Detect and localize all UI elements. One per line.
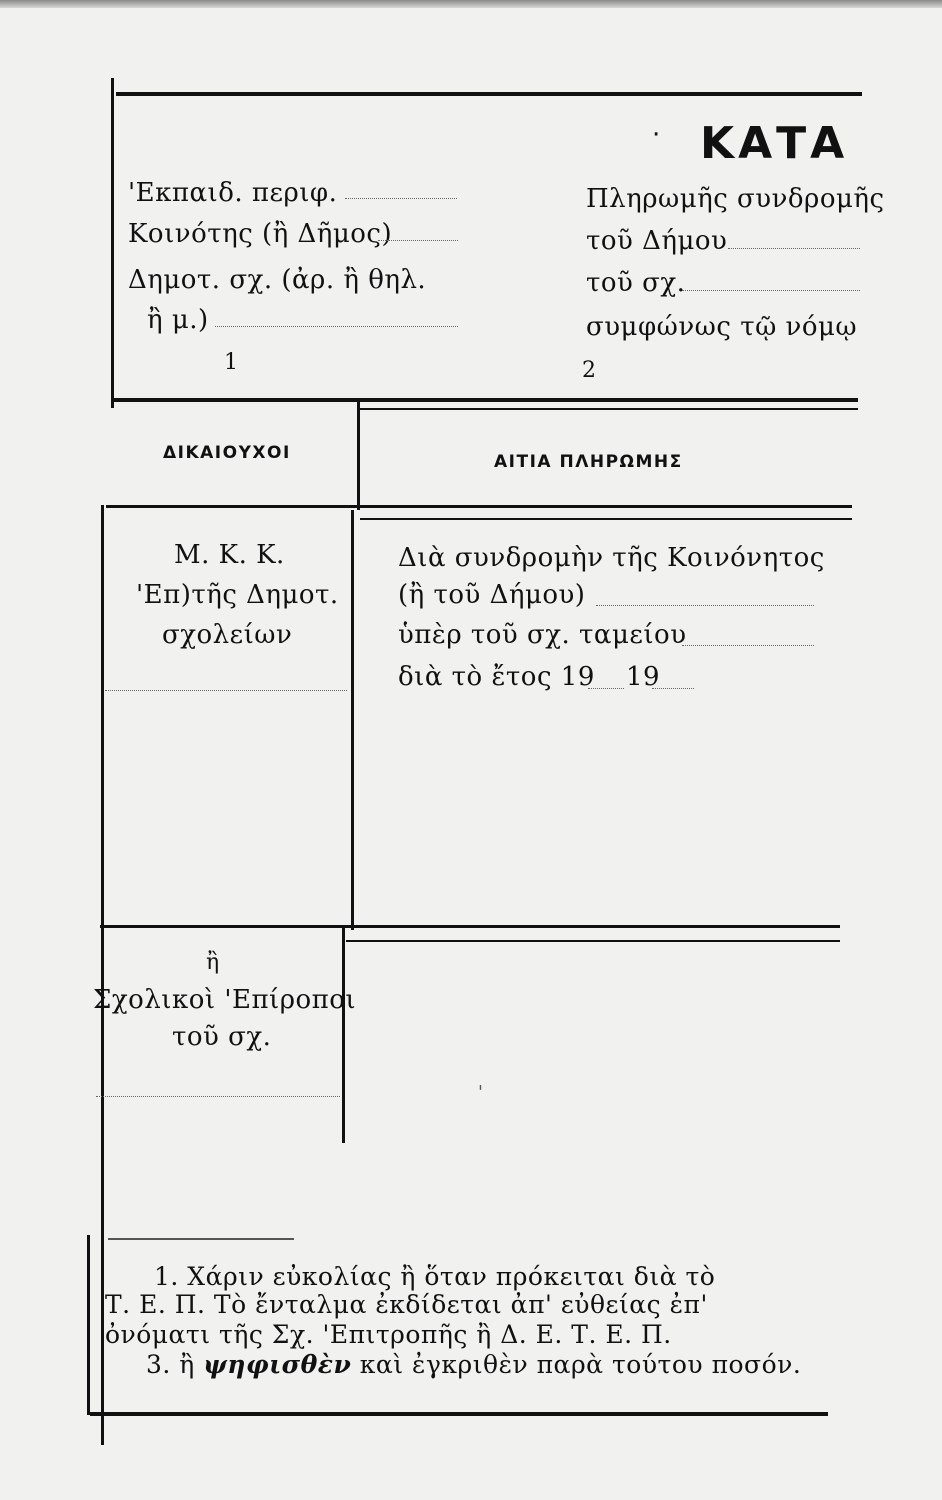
dotted-fill [378,240,458,241]
dotted-fill [345,198,457,199]
left-margin-rule-bottom [87,1235,90,1415]
reason-line-1: Διὰ συνδρομὴν τῆς Κοινόνητος [398,543,825,573]
header-left-number: 1 [224,350,239,375]
section-divider-rule-2 [346,940,840,942]
table-header-bottom-rule-2 [360,518,852,520]
header-left-line-3: Δημοτ. σχ. (ἀρ. ἢ θηλ. [128,265,427,295]
bottom-rule [90,1412,828,1416]
alt-line-2: Σχολικοὶ 'Επίροποι [93,985,357,1015]
table-header-bottom-rule [106,505,852,508]
column-header-beneficiaries: ΔΙΚΑΙΟΥΧΟΙ [163,443,291,463]
header-left-line-4: ἢ μ.) [147,305,209,335]
dotted-fill [596,605,814,606]
column-divider-body [351,510,354,930]
left-margin-rule [111,78,114,408]
table-top-rule-2 [360,408,858,410]
dotted-fill [215,326,458,327]
footnote-line-1: 1. Χάριν εὐκολίας ἢ ὅταν πρόκειται διὰ τὸ [154,1262,716,1291]
dotted-fill [652,688,694,689]
top-rule [116,92,862,96]
section-divider-rule [100,925,840,928]
beneficiary-line-1: Μ. Κ. Κ. [174,540,285,570]
column-header-payment-reason: ΑΙΤΙΑ ΠΛΗΡΩΜΗΣ [494,452,683,472]
alt-line-3: τοῦ σχ. [172,1022,272,1052]
form-title: ΚΑΤΑ [700,118,849,169]
header-left-line-1: 'Εκπαιδ. περιφ. [128,178,338,208]
footnote-line-4-bold: ψηφισθὲν [203,1350,352,1379]
footnote-line-4 [146,1350,801,1379]
header-right-number: 2 [582,358,597,383]
footnote-line-4-start: 3. ἢ [146,1350,195,1379]
footnote-separator [108,1238,294,1240]
column-divider-lower [342,928,345,1143]
ink-speck: ' [478,1082,484,1103]
header-right-line-4: συμφώνως τῷ νόμῳ [586,312,858,342]
reason-line-4: διὰ τὸ ἔτος 19 [398,662,595,692]
reason-line-2: (ἢ τοῦ Δήμου) [398,580,586,610]
title-mark: · [652,120,661,150]
footnote-line-4-end: καὶ ἐγκριθὲν παρὰ τούτου ποσόν. [359,1350,802,1379]
footnote-line-3: ὀνόματι τῆς Σχ. 'Επιτροπῆς ἢ Δ. Ε. Τ. Ε. Π. [105,1320,672,1349]
alt-line-1: ἢ [206,950,220,975]
dotted-fill [682,645,814,646]
header-right-line-2: τοῦ Δήμου [586,226,728,256]
alt-dotted-line [96,1096,340,1097]
header-left-line-2: Κοινότης (ἢ Δῆμος) [128,219,393,249]
reason-year-2: 19 [626,662,661,692]
dotted-fill [588,688,624,689]
page-edge [0,0,942,8]
column-divider-header [357,402,360,510]
header-right-line-1: Πληρωμῆς συνδρομῆς [586,184,885,214]
header-right-line-3: τοῦ σχ. [586,268,686,298]
table-top-rule [112,398,858,402]
dotted-fill [728,248,860,249]
beneficiary-line-2: 'Επ)τῆς Δημοτ. [136,580,339,610]
footnote-line-2: Τ. Ε. Π. Τὸ ἔνταλμα ἐκδίδεται ἀπ' εὐθείας ἐπ' [105,1290,708,1319]
beneficiary-dotted-line [105,690,347,691]
left-margin-rule-lower [101,505,104,1445]
reason-line-3: ὑπὲρ τοῦ σχ. ταμείου [398,620,687,650]
beneficiary-line-3: σχολείων [162,620,293,650]
dotted-fill [682,290,860,291]
